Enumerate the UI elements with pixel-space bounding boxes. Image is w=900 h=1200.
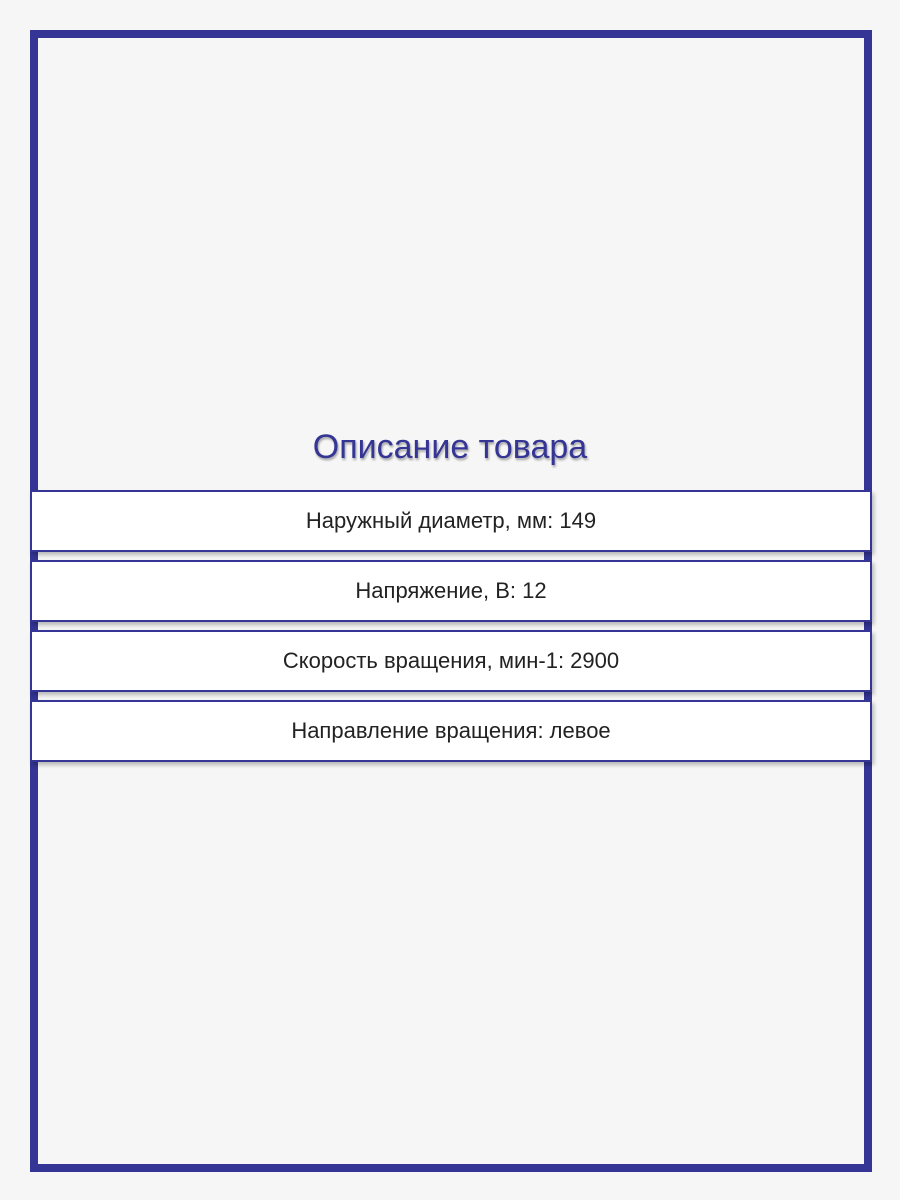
spec-list [30,490,872,770]
spec-row-rotation-direction: Направление вращения: левое [30,700,872,762]
spec-row-rotation-speed: Скорость вращения, мин-1: 2900 [30,630,872,692]
spec-row-outer-diameter: Наружный диаметр, мм: 149 [30,490,872,552]
spec-row-voltage: Напряжение, В: 12 [30,560,872,622]
section-title: Описание товара [312,428,588,466]
